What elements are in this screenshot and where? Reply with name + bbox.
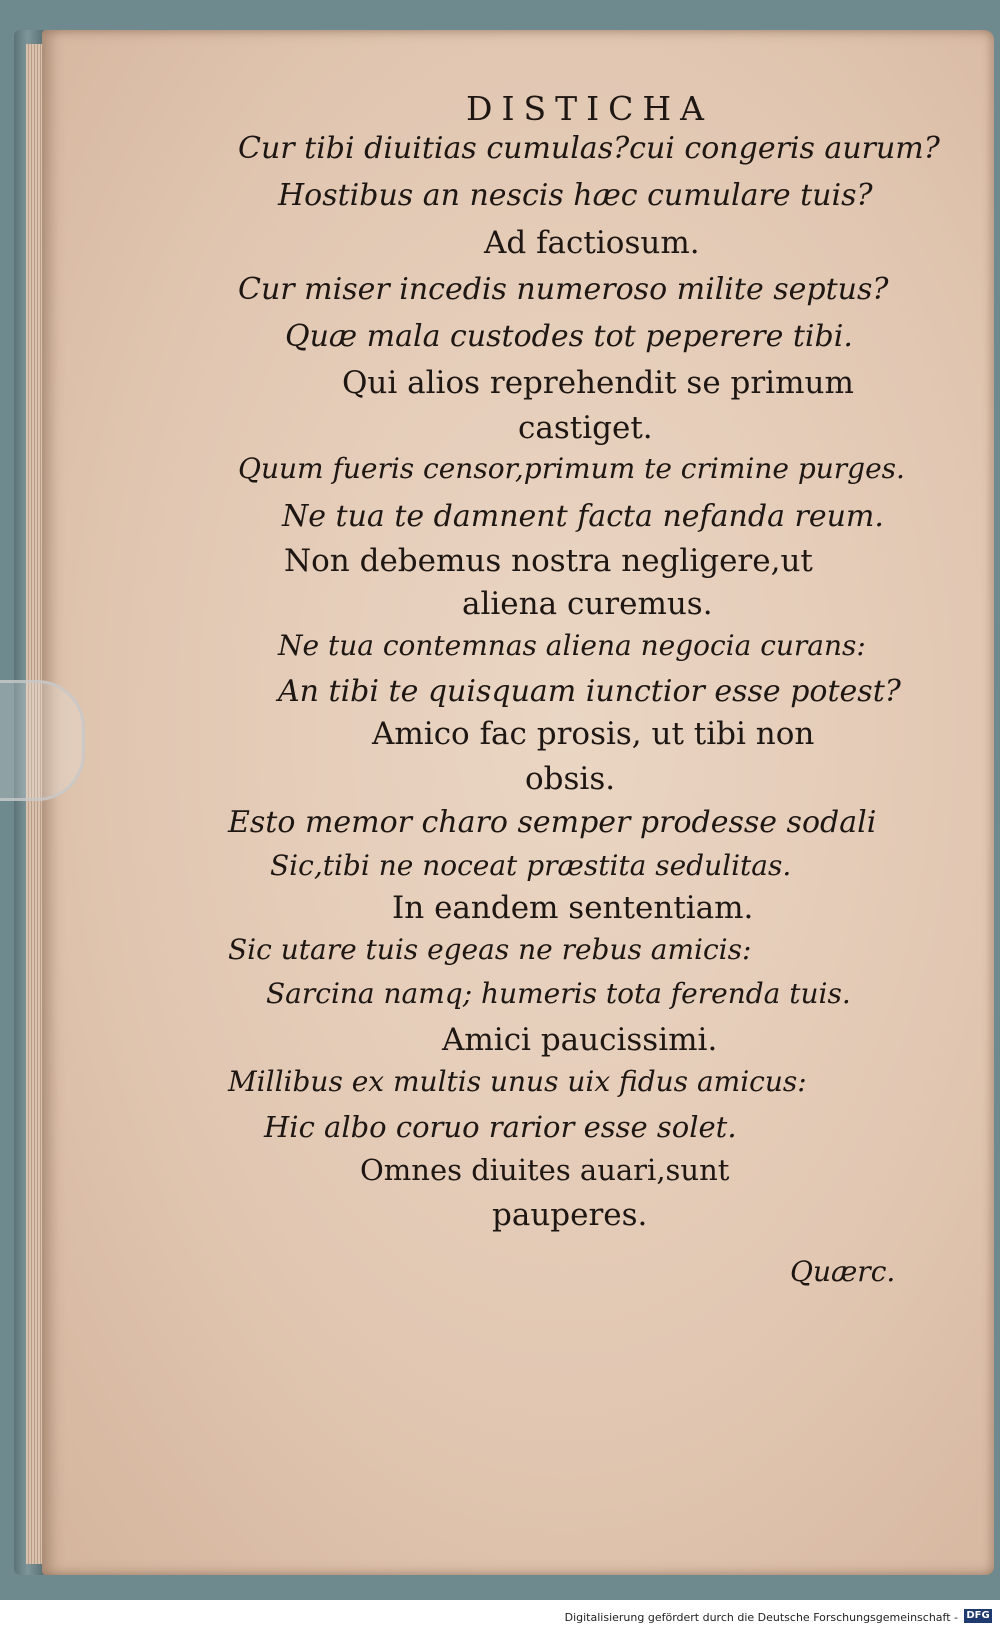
verse-line: Sic utare tuis egeas ne rebus amicis: bbox=[228, 933, 752, 966]
verse-line: Hostibus an nescis hæc cumulare tuis? bbox=[278, 178, 873, 213]
verse-line: Sic,tibi ne noceat præstita sedulitas. bbox=[270, 849, 792, 882]
verse-line: Quum fueris censor,primum te crimine purges. bbox=[238, 452, 905, 485]
verse-line: Esto memor charo semper prodesse sodali bbox=[228, 805, 877, 840]
verse-line: Ne tua te damnent facta nefanda reum. bbox=[282, 499, 884, 534]
verse-line: An tibi te quisquam iunctior esse potest? bbox=[278, 674, 901, 709]
section-heading: castiget. bbox=[518, 410, 653, 446]
section-heading: Ad factiosum. bbox=[484, 225, 700, 261]
section-heading: aliena curemus. bbox=[462, 586, 713, 622]
section-heading: pauperes. bbox=[492, 1197, 648, 1233]
section-heading: In eandem sententiam. bbox=[392, 890, 754, 926]
running-header: DISTICHA bbox=[466, 89, 714, 128]
verse-line: Cur miser incedis numeroso milite septus? bbox=[238, 272, 889, 307]
verse-line: Quæ mala custodes tot peperere tibi. bbox=[285, 319, 853, 354]
section-heading: Amici paucissimi. bbox=[442, 1022, 718, 1058]
section-heading: obsis. bbox=[525, 761, 616, 797]
verse-line: Millibus ex multis unus uix fidus amicus: bbox=[228, 1065, 807, 1098]
section-heading: Amico fac prosis, ut tibi non bbox=[372, 716, 815, 752]
verse-line: Sarcina namq; humeris tota ferenda tuis. bbox=[266, 977, 851, 1010]
footer-credit: Digitalisierung gefördert durch die Deutsche Forschungsgemeinschaft - bbox=[564, 1611, 958, 1624]
section-heading: Qui alios reprehendit se primum bbox=[342, 365, 854, 401]
dfg-logo: DFG bbox=[964, 1609, 992, 1623]
verse-line: Cur tibi diuitias cumulas?cui congeris aurum? bbox=[238, 131, 940, 166]
section-heading: Omnes diuites auari,sunt bbox=[360, 1153, 730, 1187]
section-heading: Non debemus nostra negligere,ut bbox=[284, 543, 813, 579]
verse-line: Hic albo coruo rarior esse solet. bbox=[264, 1110, 737, 1144]
catchword: Quærc. bbox=[790, 1255, 896, 1288]
verse-line: Ne tua contemnas aliena negocia curans: bbox=[278, 629, 866, 662]
